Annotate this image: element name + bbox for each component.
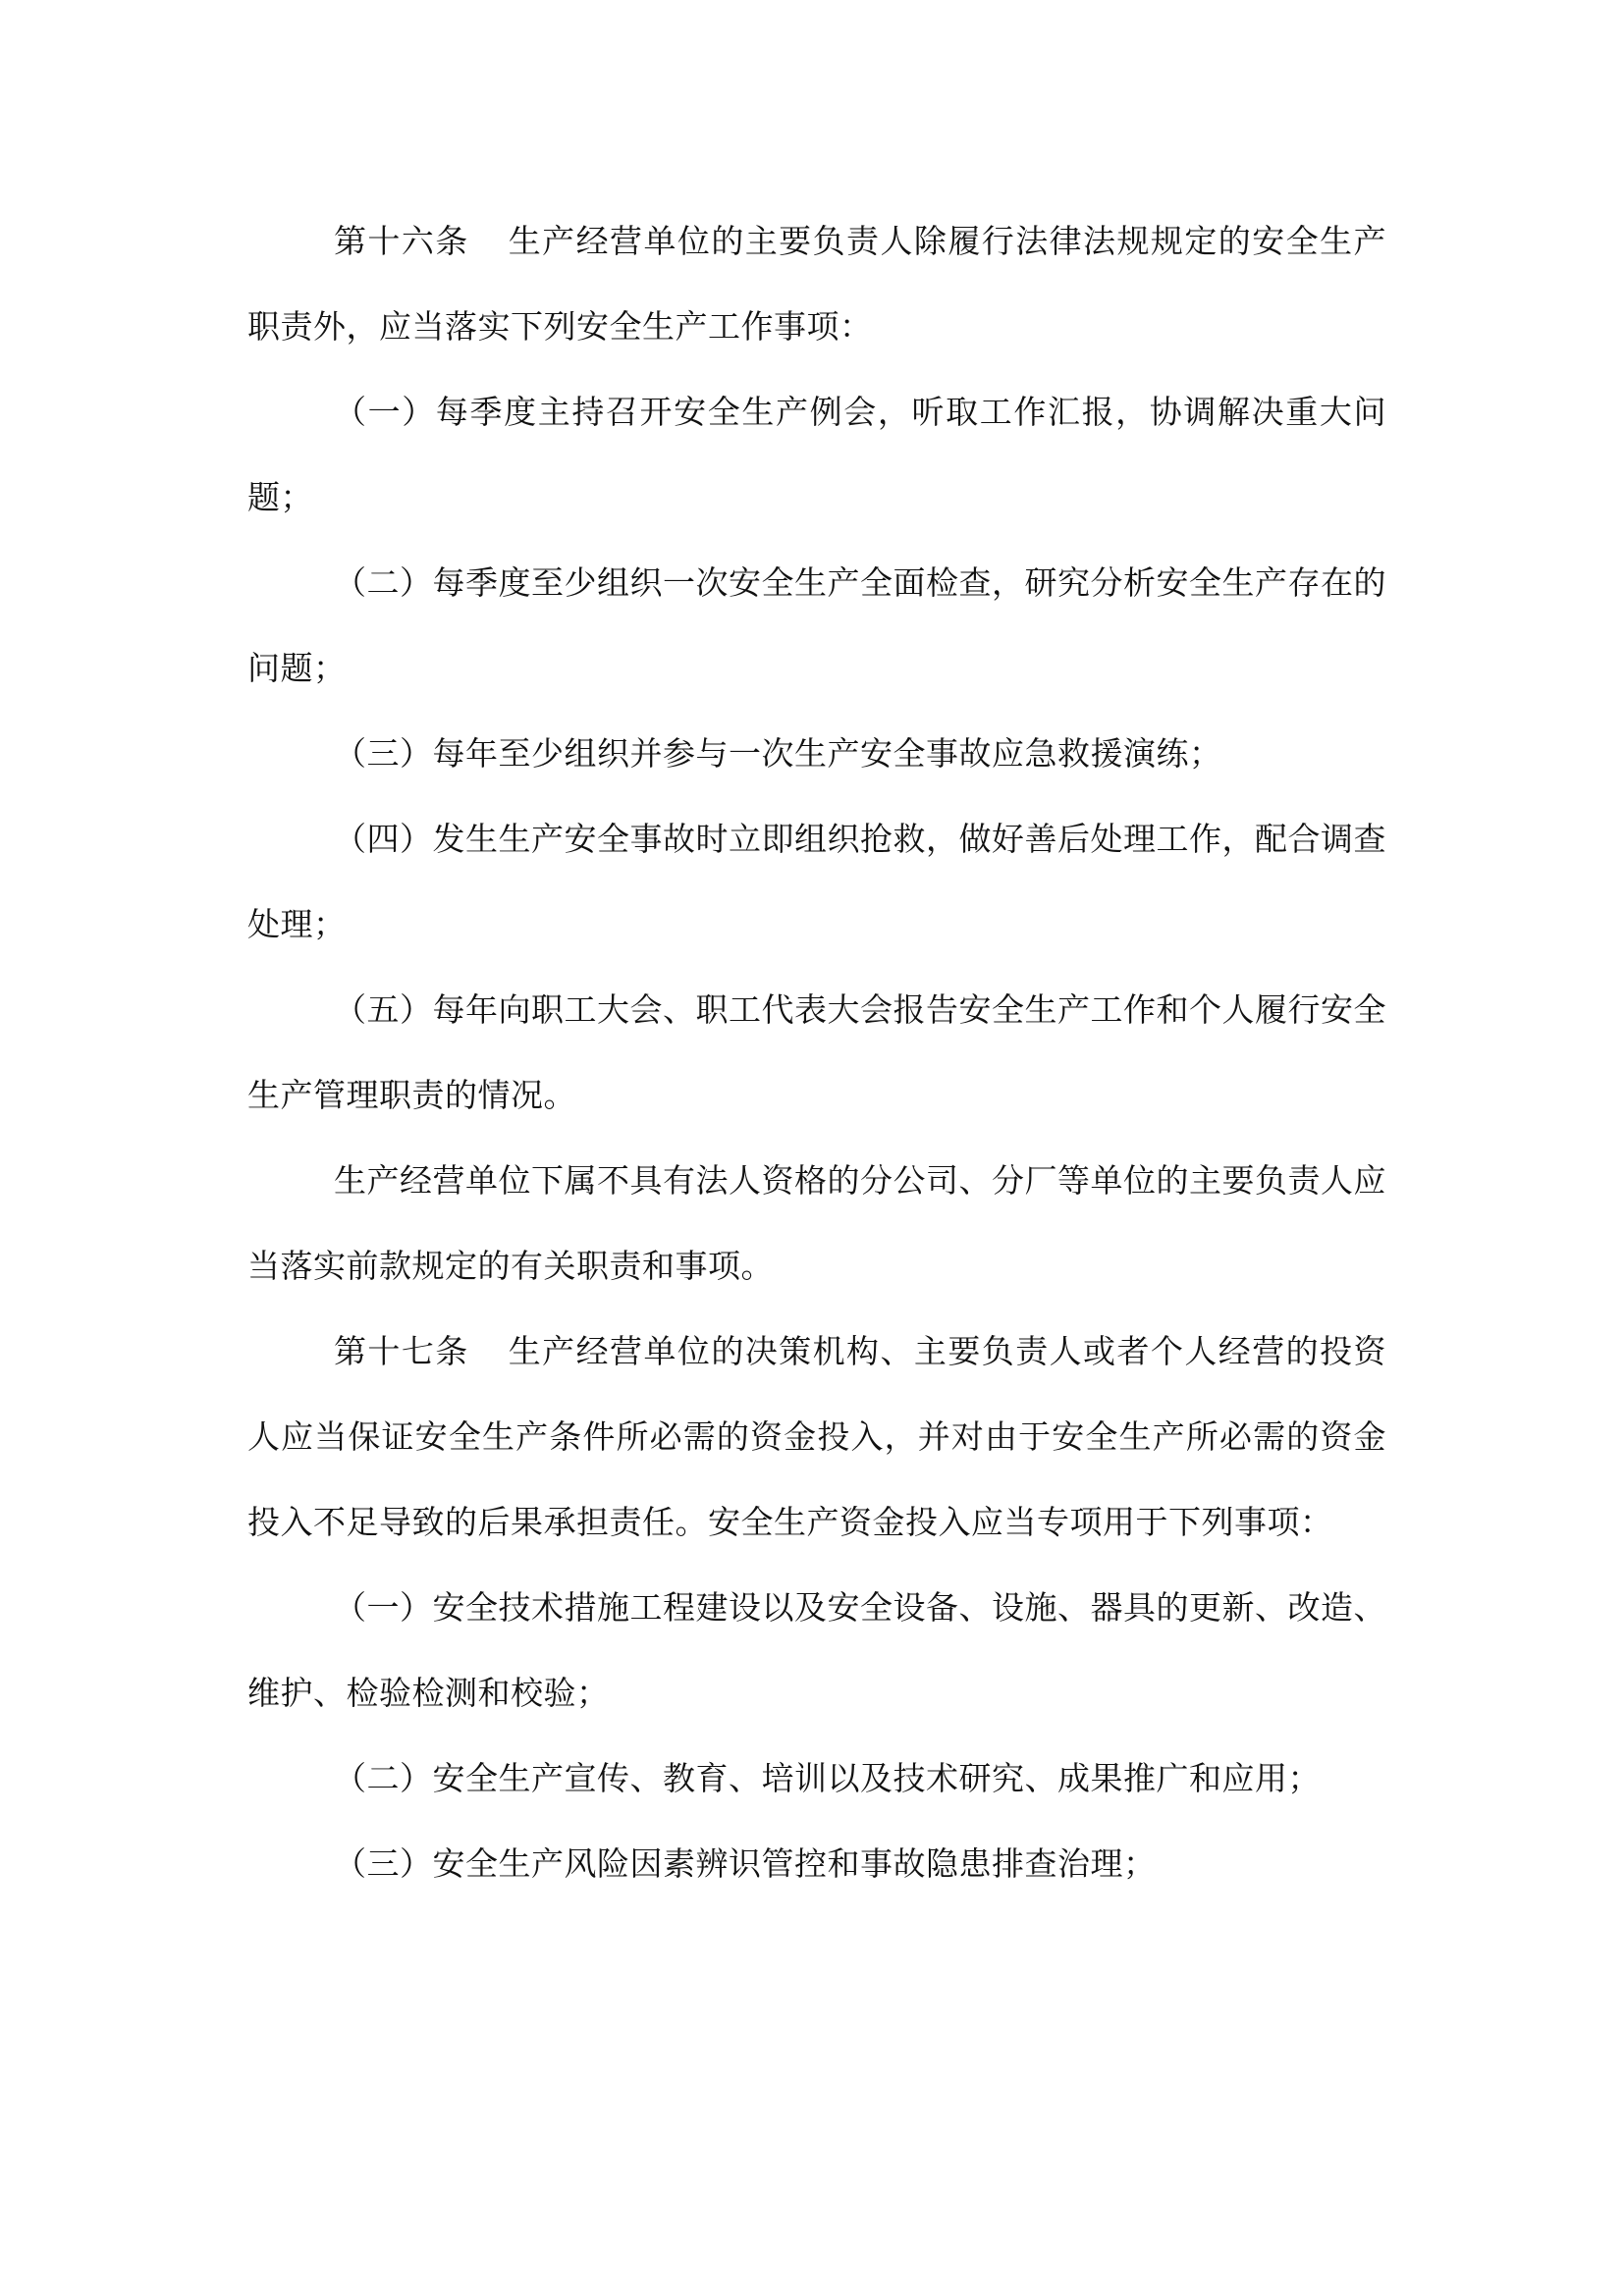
article-17-number: 第十七条 [334,1332,469,1370]
article-16-number: 第十六条 [334,222,469,260]
article-17-item-1: （一）安全技术措施工程建设以及安全设备、设施、器具的更新、改造、维护、检验检测和校验； [247,1588,1386,1712]
article-16-item-2: （二）每季度至少组织一次安全生产全面检查，研究分析安全生产存在的问题； [247,563,1386,687]
article-16-text: 生产经营单位的主要负责人除履行法律法规规定的安全生产职责外，应当落实下列安全生产工作事项： [247,222,1387,346]
article-17-item-2: （二）安全生产宣传、教育、培训以及技术研究、成果推广和应用； [334,1759,1321,1797]
article-16-item-1: （一）每季度主持召开安全生产例会，听取工作汇报，协调解决重大问题； [247,393,1386,516]
article-17-text: 生产经营单位的决策机构、主要负责人或者个人经营的投资人应当保证安全生产条件所必需的资金投入，并对由于安全生产所必需的资金投入不足导致的后果承担责任。安全生产资金投入应当专项用于下列事项： [247,1332,1387,1541]
article-16-item-5: （五）每年向职工大会、职工代表大会报告安全生产工作和个人履行安全生产管理职责的情况。 [247,990,1386,1114]
article-16-item-3: （三）每年至少组织并参与一次生产安全事故应急救援演练； [334,734,1222,773]
article-16-closing: 生产经营单位下属不具有法人资格的分公司、分厂等单位的主要负责人应当落实前款规定的有关职责和事项。 [247,1161,1386,1285]
article-16-paragraph [247,198,1386,369]
article-17-item-3: （三）安全生产风险因素辨识管控和事故隐患排查治理； [334,1844,1157,1883]
article-17-paragraph [247,1308,1386,1565]
article-16-item-4: （四）发生生产安全事故时立即组织抢救，做好善后处理工作，配合调查处理； [247,820,1386,943]
document-body [247,198,1386,1906]
